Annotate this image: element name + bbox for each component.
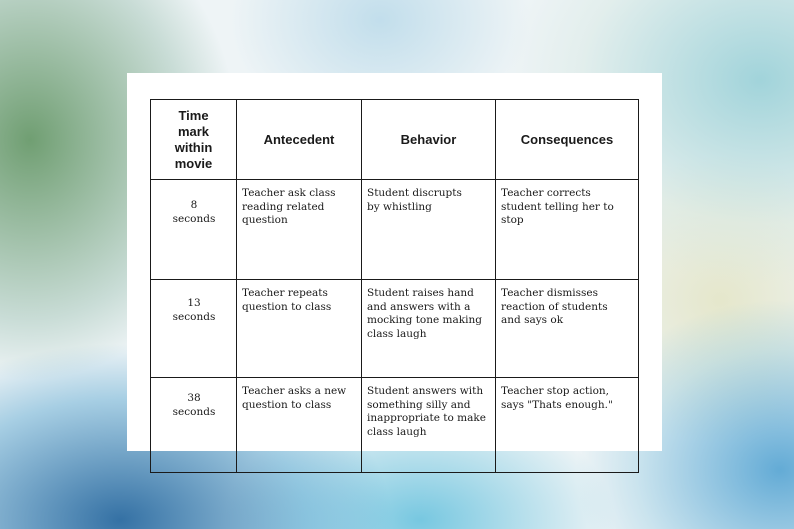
- behavior-cell: [362, 180, 496, 280]
- header-consequences: Consequences: [496, 100, 639, 180]
- document-card: [127, 73, 662, 451]
- time-cell: [151, 280, 237, 378]
- abc-behavior-table: [150, 99, 639, 473]
- consequences-text: Teacher stop action, says "Thats enough.": [501, 385, 613, 411]
- behavior-cell: [362, 280, 496, 378]
- antecedent-text: Teacher ask class reading related question: [242, 187, 336, 227]
- table-header-row: [151, 100, 639, 180]
- time-cell: [151, 180, 237, 280]
- time-text: 38 seconds: [172, 392, 216, 418]
- consequences-text: Teacher dismisses reaction of students and says ok: [501, 287, 608, 327]
- header-antecedent: Antecedent: [237, 100, 362, 180]
- time-text: 13 seconds: [172, 297, 216, 323]
- behavior-cell: [362, 378, 496, 473]
- behavior-text: Student answers with something silly and inappropriate to make class laugh: [367, 385, 486, 438]
- header-behavior: Behavior: [362, 100, 496, 180]
- consequences-text: Teacher corrects student telling her to stop: [501, 187, 614, 227]
- table-row: [151, 180, 639, 280]
- time-text: 8 seconds: [172, 199, 216, 225]
- table-row: [151, 378, 639, 473]
- table-row: [151, 280, 639, 378]
- time-cell: [151, 378, 237, 473]
- antecedent-cell: [237, 280, 362, 378]
- behavior-text: Student raises hand and answers with a mocking tone making class laugh: [367, 287, 482, 340]
- consequences-cell: [496, 280, 639, 378]
- antecedent-text: Teacher repeats question to class: [242, 287, 332, 313]
- header-time-mark: Time mark within movie: [151, 100, 237, 180]
- consequences-cell: [496, 378, 639, 473]
- consequences-cell: [496, 180, 639, 280]
- antecedent-text: Teacher asks a new question to class: [242, 385, 347, 411]
- antecedent-cell: [237, 378, 362, 473]
- antecedent-cell: [237, 180, 362, 280]
- behavior-text: Student discrupts by whistling: [367, 187, 462, 213]
